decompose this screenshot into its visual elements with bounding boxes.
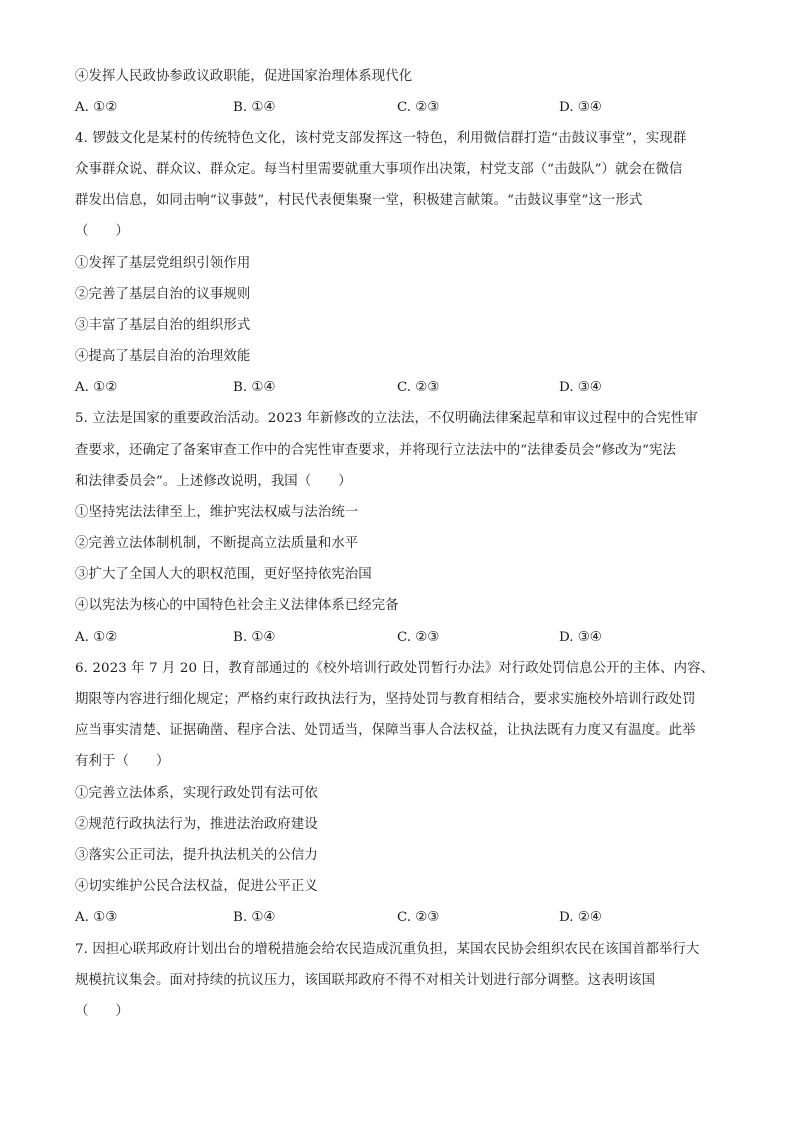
q6-options [75,908,715,928]
q5-stem-line-3: 和法律委员会”。上述修改说明，我国（ ） [75,474,352,489]
q5-statement-2: ②完善立法体制机制，不断提高立法质量和水平 [75,536,359,551]
option-a: A. ①③ [75,910,118,925]
q4-statement-4: ④提高了基层自治的治理效能 [75,349,251,364]
option-b: B. ①④ [233,910,276,925]
q5-stem-line-1: 5. 立法是国家的重要政治活动。2023 年新修改的立法法，不仅明确法律案起草和审议过程中的合宪性审 [75,411,698,426]
option-c: C. ②③ [397,630,440,645]
option-c: C. ②③ [397,100,440,115]
q6-statement-2: ②规范行政执法行为，推进法治政府建设 [75,817,318,832]
q6-statement-4: ④切实维护公民合法权益，促进公平正义 [75,879,318,894]
q4-stem-line-3: 群发出信息，如同击响“议事鼓”，村民代表便集聚一堂，积极建言献策。“击鼓议事堂”这一形式 [75,193,643,208]
option-a: A. ①② [75,100,118,115]
option-c: C. ②③ [397,380,440,395]
q6-stem-line-4: 有利于（ ） [75,754,170,769]
q6-stem-line-3: 应当事实清楚、证据确凿、程序合法、处罚适当，保障当事人合法权益，让执法既有力度又有温度。此举 [75,723,696,738]
q4-stem-line-1: 4. 锣鼓文化是某村的传统特色文化，该村党支部发挥这一特色，利用微信群打造“击鼓议事堂”，实现群 [75,131,687,146]
option-b: B. ①④ [233,630,276,645]
q7-stem-line-1: 7. 因担心联邦政府计划出台的增税措施会给农民造成沉重负担，某国农民协会组织农民在该国首都举行大 [75,942,700,957]
q4-options [75,378,715,398]
q4-statement-1: ①发挥了基层党组织引领作用 [75,256,251,271]
option-d: D. ②④ [559,910,602,925]
q5-stem-line-2: 查要求，还确定了备案审查工作中的合宪性审查要求，并将现行立法法中的“法律委员会”修改为“宪法 [75,443,676,458]
q6-stem-line-2: 期限等内容进行细化规定；严格约束行政执法行为，坚持处罚与教育相结合，要求实施校外培训行政处罚 [75,692,696,707]
option-a: A. ①② [75,630,118,645]
q4-statement-2: ②完善了基层自治的议事规则 [75,287,251,302]
option-a: A. ①② [75,380,118,395]
q6-statement-3: ③落实公正司法，提升执法机关的公信力 [75,848,318,863]
option-b: B. ①④ [233,100,276,115]
option-d: D. ③④ [559,380,602,395]
q5-statement-4: ④以宪法为核心的中国特色社会主义法律体系已经完备 [75,598,399,613]
option-b: B. ①④ [233,380,276,395]
q6-statement-1: ①完善立法体系，实现行政处罚有法可依 [75,786,318,801]
q7-answer-blank: （ ） [75,1004,129,1019]
q3-statement-4: ④发挥人民政协参政议政职能，促进国家治理体系现代化 [75,69,413,84]
q4-statement-3: ③丰富了基层自治的组织形式 [75,318,251,333]
option-d: D. ③④ [559,100,602,115]
q4-stem-line-2: 众事群众说、群众议、群众定。每当村里需要就重大事项作出决策，村党支部（“击鼓队”）就会在微信 [75,162,683,177]
q4-answer-blank: （ ） [75,224,129,239]
option-c: C. ②③ [397,910,440,925]
q5-options [75,628,715,648]
q6-stem-line-1: 6. 2023 年 7 月 20 日，教育部通过的《校外培训行政处罚暂行办法》对行政处罚信息公开的主体、内容、 [75,661,715,676]
q7-stem-line-2: 规模抗议集会。面对持续的抗议压力，该国联邦政府不得不对相关计划进行部分调整。这表明该国 [75,973,656,988]
option-d: D. ③④ [559,630,602,645]
q5-statement-1: ①坚持宪法法律至上，维护宪法权威与法治统一 [75,505,359,520]
q5-statement-3: ③扩大了全国人大的职权范围，更好坚持依宪治国 [75,567,372,582]
q3-options [75,98,715,118]
